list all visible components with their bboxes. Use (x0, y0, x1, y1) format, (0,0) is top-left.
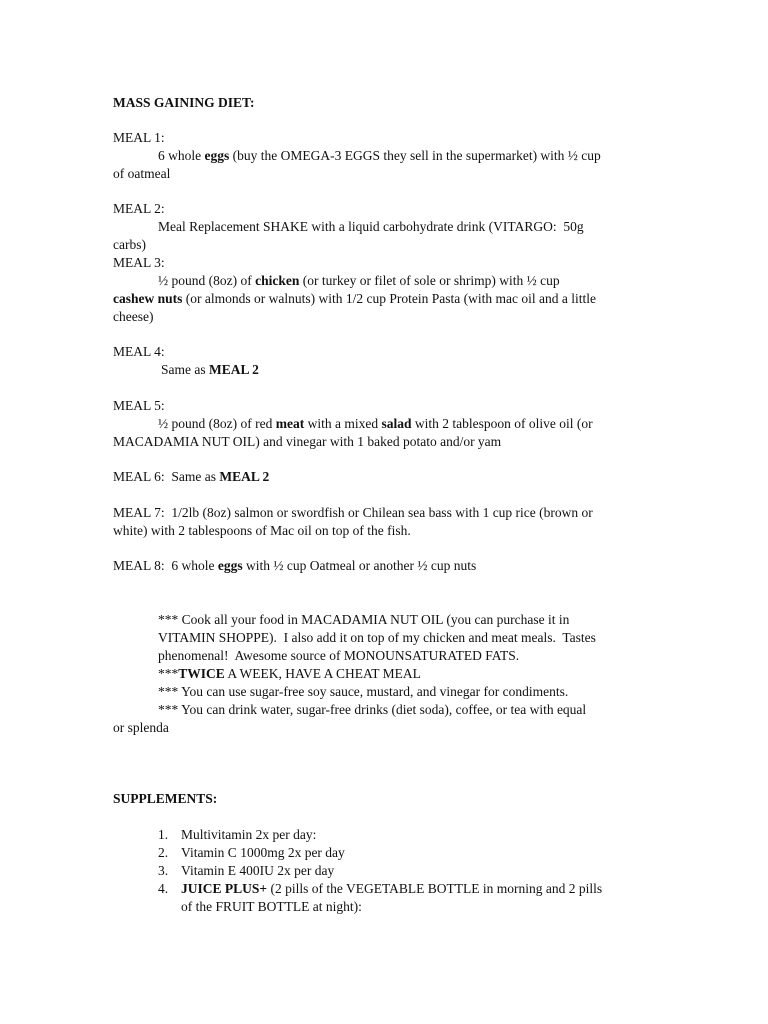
supplement-1-number: 1. (158, 827, 169, 842)
meal-2-line-2: carbs) (113, 237, 146, 252)
meal-5-line-2: MACADAMIA NUT OIL) and vinegar with 1 baked potato and/or yam (113, 434, 502, 449)
supplement-3-text: Vitamin E 400IU 2x per day (181, 863, 335, 878)
supplement-2-text: Vitamin C 1000mg 2x per day (181, 845, 345, 860)
note-1-line-3: phenomenal! Awesome source of MONOUNSATURATED FATS. (158, 648, 520, 663)
meal-3-line-1: ½ pound (8oz) of chicken (or turkey or filet of sole or shrimp) with ½ cup (158, 273, 560, 288)
supplement-2-number: 2. (158, 845, 169, 860)
meal-7-line-2: white) with 2 tablespoons of Mac oil on top of the fish. (113, 523, 411, 538)
note-1-line-1: *** Cook all your food in MACADAMIA NUT OIL (you can purchase it in (158, 612, 570, 627)
note-4-line-1: *** You can drink water, sugar-free drinks (diet soda), coffee, or tea with equal (158, 702, 587, 717)
meal-4-line-1: Same as MEAL 2 (161, 362, 259, 377)
meal-3-line-2: cashew nuts (or almonds or walnuts) with 1/2 cup Protein Pasta (with mac oil and a little (113, 291, 596, 306)
meal-8-line: MEAL 8: 6 whole eggs with ½ cup Oatmeal or another ½ cup nuts (113, 558, 477, 573)
supplement-3-number: 3. (158, 863, 169, 878)
meal-7-line-1: MEAL 7: 1/2lb (8oz) salmon or swordfish or Chilean sea bass with 1 cup rice (brown or (113, 505, 593, 520)
note-1-line-2: VITAMIN SHOPPE). I also add it on top of my chicken and meat meals. Tastes (158, 630, 596, 645)
note-4-line-2: or splenda (113, 720, 169, 735)
meal-2-line-1: Meal Replacement SHAKE with a liquid carbohydrate drink (VITARGO: 50g (158, 219, 584, 234)
meal-3-line-3: cheese) (113, 309, 154, 324)
meal-4-label: MEAL 4: (113, 344, 165, 359)
note-2: ***TWICE A WEEK, HAVE A CHEAT MEAL (158, 666, 421, 681)
note-3: *** You can use sugar-free soy sauce, mustard, and vinegar for condiments. (158, 684, 569, 699)
meal-6-line: MEAL 6: Same as MEAL 2 (113, 469, 270, 484)
meal-1-label: MEAL 1: (113, 130, 165, 145)
meal-1-line-2: of oatmeal (113, 166, 171, 181)
page-title: MASS GAINING DIET: (113, 95, 255, 110)
meal-1-line-1: 6 whole eggs (buy the OMEGA-3 EGGS they sell in the supermarket) with ½ cup (158, 148, 601, 163)
meal-3-label: MEAL 3: (113, 255, 165, 270)
meal-2-label: MEAL 2: (113, 201, 165, 216)
meal-5-label: MEAL 5: (113, 398, 165, 413)
supplement-1-text: Multivitamin 2x per day: (181, 827, 317, 842)
supplement-4-number: 4. (158, 881, 169, 896)
supplements-title: SUPPLEMENTS: (113, 791, 218, 806)
supplement-4-text-line-2: of the FRUIT BOTTLE at night): (181, 899, 362, 914)
meal-5-line-1: ½ pound (8oz) of red meat with a mixed salad with 2 tablespoon of olive oil (or (158, 416, 593, 431)
supplement-4-text: JUICE PLUS+ (2 pills of the VEGETABLE BOTTLE in morning and 2 pills (181, 881, 603, 896)
